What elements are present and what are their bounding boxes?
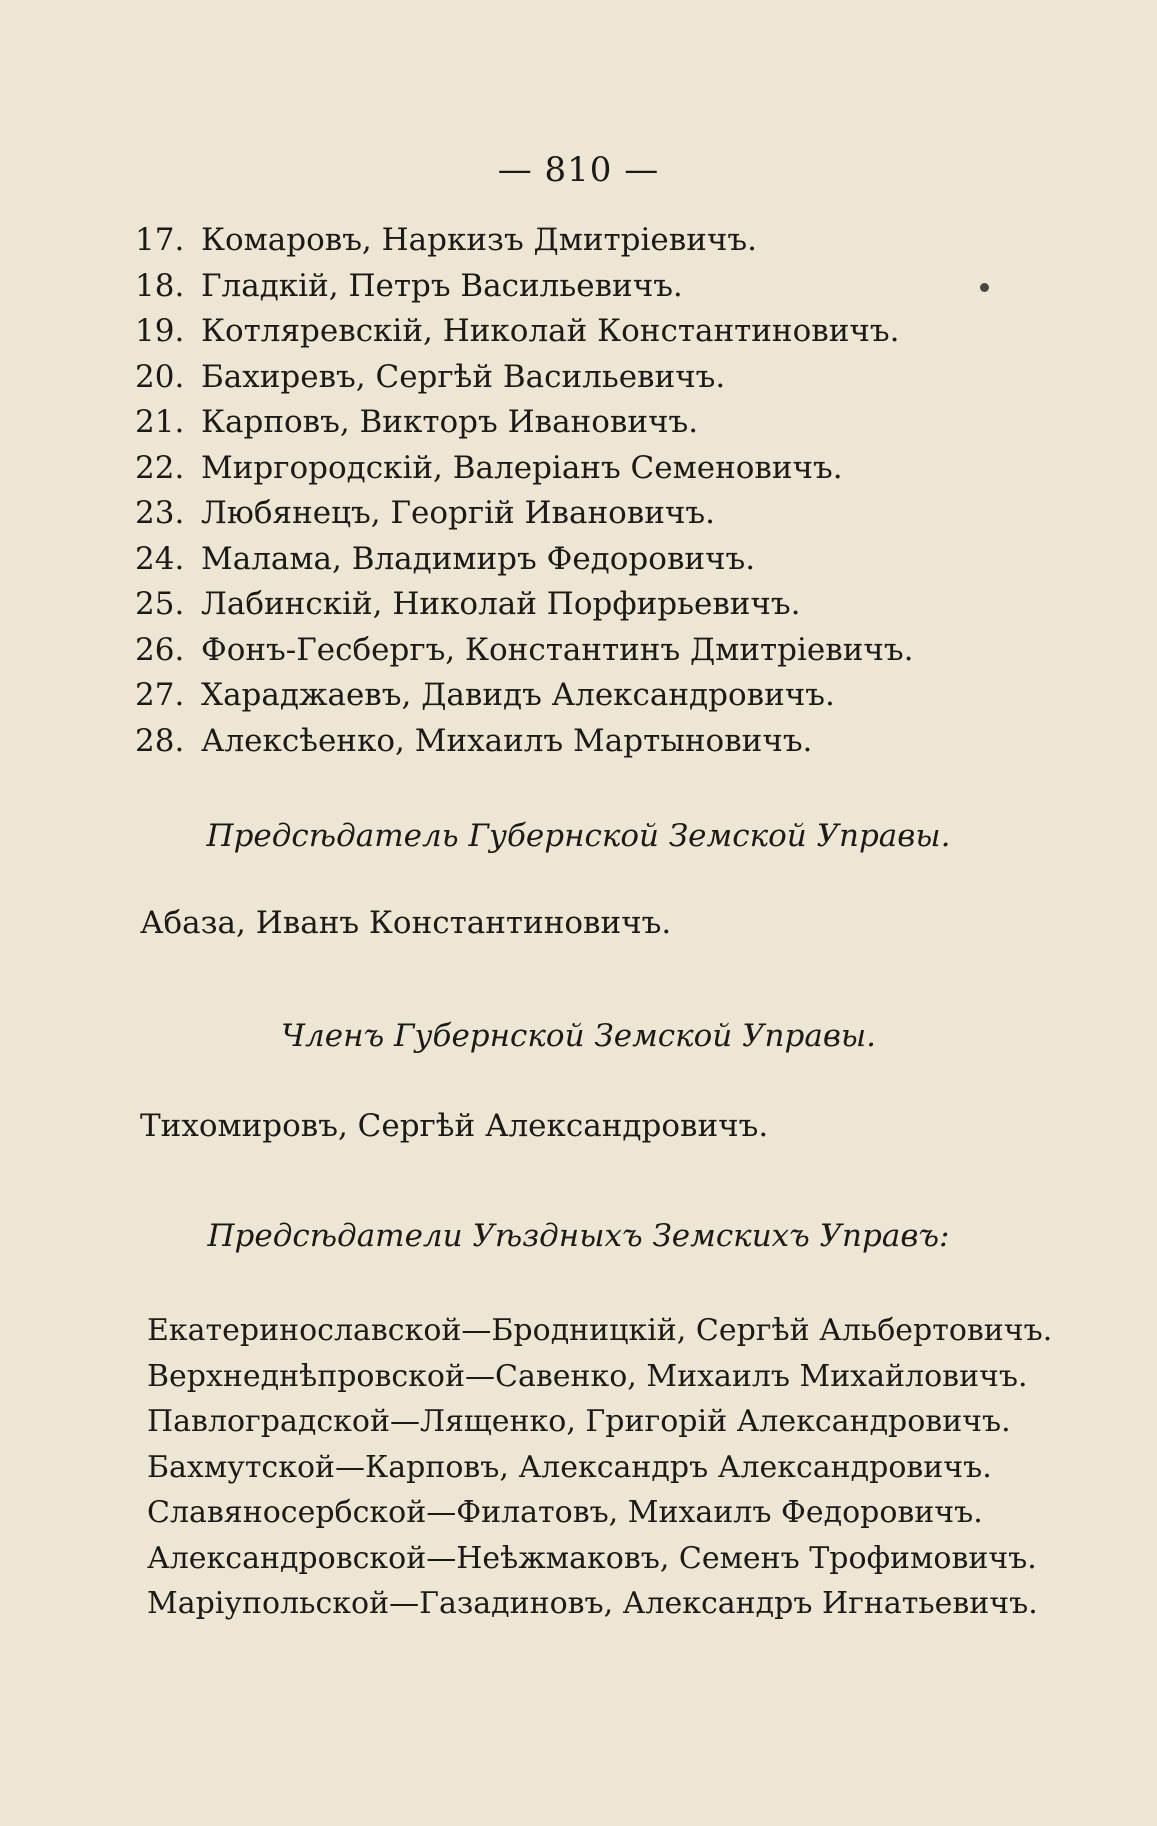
item-number: 25. bbox=[135, 586, 185, 622]
item-name: Хараджаевъ, Давидъ Александровичъ. bbox=[201, 677, 835, 713]
list-item: Екатеринославской—Бродницкій, Сергѣй Альбертовичъ. bbox=[147, 1313, 1053, 1348]
list-item: Славяносербской—Филатовъ, Михаилъ Федоровичъ. bbox=[147, 1495, 983, 1530]
item-name: Бахиревъ, Сергѣй Васильевичъ. bbox=[201, 358, 726, 395]
list-item: Маріупольской—Газадиновъ, Александръ Игнатьевичъ. bbox=[147, 1586, 1038, 1621]
list-item: Александровской—Неѣжмаковъ, Семенъ Трофимовичъ. bbox=[147, 1540, 1037, 1576]
list-item bbox=[135, 446, 1035, 492]
item-name: Малама, Владимиръ Федоровичъ. bbox=[201, 540, 756, 577]
list-item: Павлоградской—Лященко, Григорій Александровичъ. bbox=[147, 1404, 1011, 1439]
list-item bbox=[135, 537, 1035, 583]
item-name: Миргородскій, Валеріанъ Семеновичъ. bbox=[201, 449, 843, 486]
list-item bbox=[135, 218, 1035, 264]
item-name: Гладкій, Петръ Васильевичъ. bbox=[201, 267, 683, 304]
list-item bbox=[135, 355, 1035, 401]
list-item: Верхнеднѣпровской—Савенко, Михаилъ Михайловичъ. bbox=[147, 1358, 1028, 1394]
item-name: Алексѣенко, Михаилъ Мартыновичъ. bbox=[201, 722, 813, 759]
page-number: — 810 — bbox=[497, 150, 660, 190]
list-item bbox=[135, 491, 1035, 537]
item-number: 20. bbox=[135, 358, 185, 395]
item-number: 24. bbox=[135, 540, 185, 577]
district-heading: Предсѣдатели Уѣздныхъ Земскихъ Управъ: bbox=[207, 1218, 950, 1254]
item-number: 23. bbox=[135, 495, 185, 531]
item-number: 26. bbox=[135, 631, 185, 668]
item-number: 27. bbox=[135, 677, 185, 713]
item-number: 21. bbox=[135, 404, 185, 440]
list-item: Бахмутской—Карповъ, Александръ Александровичъ. bbox=[147, 1449, 992, 1485]
item-name: Карповъ, Викторъ Ивановичъ. bbox=[201, 404, 699, 440]
members-list bbox=[135, 218, 1035, 764]
list-item bbox=[135, 719, 1035, 765]
item-name: Котляревскій, Николай Константиновичъ. bbox=[201, 313, 900, 349]
district-chairmen-list bbox=[147, 1308, 1053, 1627]
item-name: Фонъ-Гесбергъ, Константинъ Дмитріевичъ. bbox=[201, 631, 914, 668]
item-number: 28. bbox=[135, 722, 185, 759]
item-name: Любянецъ, Георгій Ивановичъ. bbox=[201, 495, 715, 531]
item-number: 18. bbox=[135, 267, 185, 304]
list-item bbox=[135, 582, 1035, 628]
chairman-heading: Предсѣдатель Губернской Земской Управы. bbox=[206, 818, 951, 854]
item-number: 19. bbox=[135, 313, 185, 349]
member-heading: Членъ Губернской Земской Управы. bbox=[281, 1018, 876, 1054]
list-item bbox=[135, 309, 1035, 355]
list-item bbox=[135, 400, 1035, 446]
item-name: Лабинскій, Николай Порфирьевичъ. bbox=[201, 586, 801, 622]
list-item bbox=[135, 264, 1035, 310]
list-item bbox=[135, 628, 1035, 674]
list-item bbox=[135, 673, 1035, 719]
item-number: 17. bbox=[135, 222, 185, 258]
item-number: 22. bbox=[135, 449, 185, 486]
chairman-name: Абаза, Иванъ Константиновичъ. bbox=[140, 905, 672, 941]
item-name: Комаровъ, Наркизъ Дмитріевичъ. bbox=[201, 222, 757, 258]
member-name: Тихомировъ, Сергѣй Александровичъ. bbox=[140, 1108, 769, 1144]
